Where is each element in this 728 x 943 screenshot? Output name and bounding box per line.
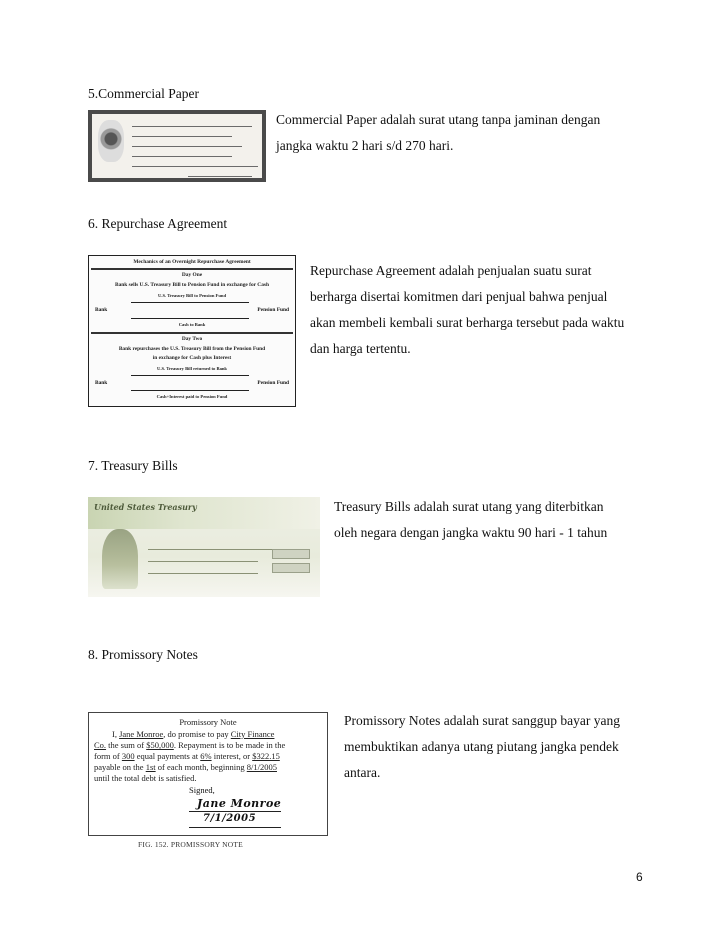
- repo-cash-to-bank: Cash to Bank: [178, 322, 206, 327]
- promissory-line-3: form of 300 equal payments at 6% interest, or $322.15: [94, 751, 280, 761]
- promissory-line-2: Co. the sum of $50,000. Repayment is to be made in the: [94, 740, 286, 750]
- statue-of-liberty-graphic: [102, 529, 138, 589]
- repo-tbill-returned: U.S. Treasury Bill returned to Bank: [157, 366, 227, 371]
- repo-day-two-desc-2: in exchange for Cash plus Interest: [152, 355, 232, 361]
- promissory-line-1: I, Jane Monroe, do promise to pay City Finance: [112, 729, 275, 739]
- treasury-line-2: oleh negara dengan jangka waktu 90 hari - 1 tahun: [334, 525, 608, 540]
- repurchase-line-4: dan harga tertentu.: [310, 341, 411, 356]
- promissory-text-line-2: membuktikan adanya utang piutang jangka pendek: [344, 739, 619, 754]
- promissory-text-line-1: Promissory Notes adalah surat sanggup bayar yang: [344, 713, 620, 728]
- promissory-caption: FIG. 152. PROMISSORY NOTE: [138, 840, 243, 849]
- repo-pension-fund-2: Pension Fund: [257, 380, 289, 386]
- treasury-bills-text: [334, 494, 607, 546]
- repurchase-line-3: akan membeli kembali surat berharga tersebut pada waktu: [310, 315, 625, 330]
- repurchase-line-1: Repurchase Agreement adalah penjualan suatu surat: [310, 263, 592, 278]
- repo-cash-interest: Cash+Interest paid to Pension Fund: [156, 394, 228, 399]
- treasury-line-1: Treasury Bills adalah surat utang yang diterbitkan: [334, 499, 604, 514]
- promissory-note-title: Promissory Note: [179, 717, 237, 727]
- promissory-note-image: [88, 712, 328, 836]
- treasury-bill-check-image: [88, 497, 320, 597]
- commercial-paper-text: [276, 107, 600, 159]
- repo-bank-1: Bank: [95, 307, 108, 313]
- repurchase-agreement-text: [310, 258, 624, 362]
- page-number: 6: [636, 870, 643, 884]
- commercial-paper-line-1: Commercial Paper adalah surat utang tanpa jaminan dengan: [276, 112, 601, 127]
- repo-tbill-to-fund: U.S. Treasury Bill to Pension Fund: [157, 293, 227, 298]
- heading-treasury-bills: 7. Treasury Bills: [88, 458, 178, 473]
- repo-bank-2: Bank: [95, 380, 108, 386]
- promissory-line-5: until the total debt is satisfied.: [94, 773, 197, 783]
- repo-day-two: Day Two: [181, 336, 203, 342]
- heading-repurchase-agreement: 6. Repurchase Agreement: [88, 216, 228, 231]
- commercial-paper-check-image: [88, 110, 266, 182]
- repo-pension-fund-1: Pension Fund: [257, 307, 289, 313]
- check-seal-graphic: [98, 120, 124, 162]
- promissory-date: 7/1/2005: [203, 813, 257, 824]
- commercial-paper-line-2: jangka waktu 2 hari s/d 270 hari.: [276, 138, 454, 153]
- promissory-signed-label: Signed,: [189, 785, 215, 795]
- heading-commercial-paper: 5.Commercial Paper: [88, 86, 199, 101]
- repurchase-line-2: berharga disertai komitmen dari penjual bahwa penjual: [310, 289, 608, 304]
- treasury-check-title: United States Treasury: [94, 502, 197, 512]
- repurchase-agreement-diagram: [88, 255, 296, 407]
- heading-promissory-notes: 8. Promissory Notes: [88, 647, 198, 662]
- promissory-line-4: payable on the 1st of each month, beginning 8/1/2005: [94, 762, 277, 772]
- promissory-signature: Jane Monroe: [197, 797, 282, 810]
- repo-day-one: Day One: [181, 272, 203, 278]
- repo-diagram-title: Mechanics of an Overnight Repurchase Agreement: [133, 259, 251, 265]
- promissory-text-line-3: antara.: [344, 765, 381, 780]
- repo-day-two-desc-1: Bank repurchases the U.S. Treasury Bill from the Pension Fund: [118, 346, 266, 352]
- repo-day-one-desc: Bank sells U.S. Treasury Bill to Pension Fund in exchange for Cash: [114, 282, 269, 288]
- promissory-notes-text: [344, 708, 620, 786]
